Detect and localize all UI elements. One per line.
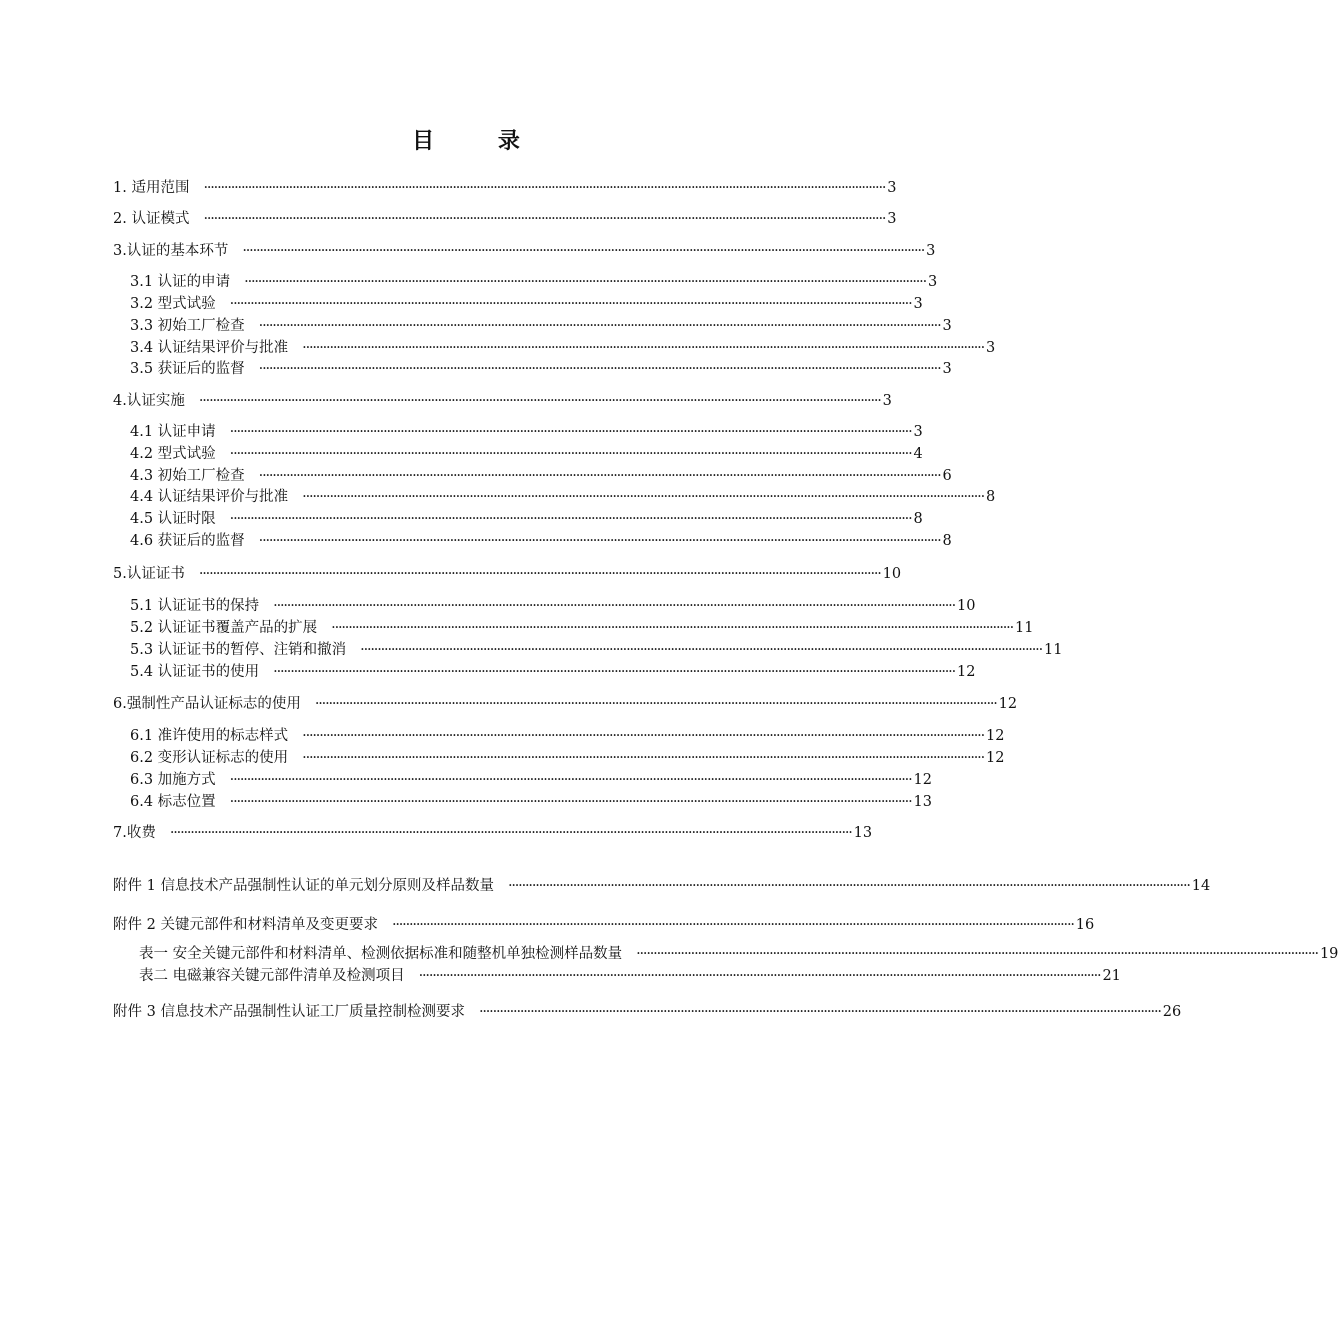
toc-entry-page: 3 <box>887 211 897 227</box>
toc-entry-label: 表二 电磁兼容关键元部件清单及检测项目 <box>139 968 405 984</box>
toc-entry[interactable] <box>130 359 952 379</box>
toc-entry-page: 6 <box>942 468 952 484</box>
leader-dots: ········································································································································································································ <box>478 1004 1161 1020</box>
toc-entry-label: 3.3 初始工厂检查 <box>130 318 245 334</box>
toc-entry[interactable] <box>130 272 938 292</box>
toc-entry[interactable] <box>113 391 892 411</box>
leader-dots: ········································································································································································································ <box>258 318 941 334</box>
toc-entry[interactable] <box>113 178 897 198</box>
toc-entry[interactable] <box>139 944 1338 964</box>
toc-entry[interactable] <box>130 792 932 812</box>
toc-entry[interactable] <box>130 487 996 507</box>
toc-entry-page: 4 <box>913 446 923 462</box>
leader-dots: ········································································································································································································ <box>258 361 941 377</box>
toc-entry-label: 附件 2 关键元部件和材料清单及变更要求 <box>113 917 378 933</box>
toc-entry-page: 13 <box>913 794 932 810</box>
toc-entry-page: 3 <box>942 361 952 377</box>
toc-entry-page: 3 <box>913 296 923 312</box>
leader-dots: ········································································································································································································ <box>229 794 912 810</box>
toc-entry-page: 13 <box>853 825 873 841</box>
toc-entry-label: 5.1 认证证书的保持 <box>130 598 260 614</box>
toc-entry[interactable] <box>139 966 1121 986</box>
toc-entry-page: 3 <box>882 393 892 409</box>
leader-dots: ········································································································································································································ <box>244 274 926 290</box>
toc-entry-label: 3.4 认证结果评价与批准 <box>130 340 289 356</box>
leader-dots: ········································································································································································································ <box>229 446 912 462</box>
toc-entry[interactable] <box>130 444 923 464</box>
leader-dots: ········································································································································································································ <box>302 340 984 356</box>
toc-entry-label: 4.3 初始工厂检查 <box>130 468 245 484</box>
toc-entry[interactable] <box>130 466 952 486</box>
toc-entry-page: 8 <box>942 533 952 549</box>
toc-entry[interactable] <box>113 241 936 261</box>
toc-entry-label: 4.1 认证申请 <box>130 424 216 440</box>
toc-entry-label: 4.6 获证后的监督 <box>130 533 245 549</box>
leader-dots: ········································································································································································································ <box>198 566 881 582</box>
leader-dots: ········································································································································································································ <box>229 424 912 440</box>
toc-entry[interactable] <box>130 294 923 314</box>
leader-dots: ········································································································································································································ <box>273 598 955 614</box>
toc-entry-label: 4.5 认证时限 <box>130 511 216 527</box>
toc-entry-page: 11 <box>1044 642 1063 658</box>
toc-entry-label: 5.4 认证证书的使用 <box>130 664 260 680</box>
toc-entry-page: 3 <box>926 243 936 259</box>
toc-entry-label: 5.2 认证证书覆盖产品的扩展 <box>130 620 318 636</box>
toc-entry-label: 6.4 标志位置 <box>130 794 216 810</box>
toc-entry-page: 12 <box>913 772 932 788</box>
leader-dots: ········································································································································································································ <box>391 917 1074 933</box>
toc-entry[interactable] <box>113 209 897 229</box>
toc-entry[interactable] <box>130 531 952 551</box>
toc-entry-label: 3.1 认证的申请 <box>130 274 231 290</box>
toc-entry-page: 10 <box>882 566 902 582</box>
toc-entry-label: 6.强制性产品认证标志的使用 <box>113 696 301 712</box>
toc-entry-label: 2. 认证模式 <box>113 211 190 227</box>
toc-entry-page: 3 <box>942 318 952 334</box>
leader-dots: ········································································································································································································ <box>360 642 1042 658</box>
toc-entry-page: 3 <box>928 274 938 290</box>
leader-dots: ········································································································································································································ <box>203 180 886 196</box>
leader-dots: ········································································································································································································ <box>198 393 881 409</box>
toc-entry[interactable] <box>130 726 1005 746</box>
toc-entry[interactable] <box>113 823 873 843</box>
toc-entry-label: 6.2 变形认证标志的使用 <box>130 750 289 766</box>
toc-entry-page: 12 <box>998 696 1018 712</box>
toc-entry-label: 6.3 加施方式 <box>130 772 216 788</box>
leader-dots: ········································································································································································································ <box>229 772 912 788</box>
toc-entry-page: 8 <box>913 511 923 527</box>
toc-entry-page: 3 <box>913 424 923 440</box>
toc-entry-label: 附件 1 信息技术产品强制性认证的单元划分原则及样品数量 <box>113 878 494 894</box>
toc-entry-page: 3 <box>986 340 996 356</box>
toc-entry-page: 8 <box>986 489 996 505</box>
leader-dots: ········································································································································································································ <box>258 533 941 549</box>
leader-dots: ········································································································································································································ <box>273 664 955 680</box>
toc-entry-label: 6.1 准许使用的标志样式 <box>130 728 289 744</box>
toc-entry[interactable] <box>130 662 976 682</box>
toc-entry[interactable] <box>130 422 923 442</box>
toc-entry-page: 11 <box>1015 620 1034 636</box>
leader-dots: ········································································································································································································ <box>302 728 984 744</box>
toc-entry-label: 4.4 认证结果评价与批准 <box>130 489 289 505</box>
toc-entry[interactable] <box>113 915 1095 935</box>
leader-dots: ········································································································································································································ <box>302 750 984 766</box>
toc-entry-label: 3.认证的基本环节 <box>113 243 229 259</box>
toc-entry[interactable] <box>113 694 1018 714</box>
toc-entry[interactable] <box>130 618 1034 638</box>
toc-entry[interactable] <box>130 640 1063 660</box>
toc-entry-page: 12 <box>986 750 1005 766</box>
toc-entry-page: 19 <box>1319 946 1338 962</box>
toc-entry[interactable] <box>130 596 976 616</box>
page-title: 目 录 <box>412 129 548 154</box>
toc-entry-label: 4.2 型式试验 <box>130 446 216 462</box>
leader-dots: ········································································································································································································ <box>314 696 997 712</box>
toc-entry-page: 12 <box>957 664 976 680</box>
leader-dots: ········································································································································································································ <box>229 511 912 527</box>
toc-entry-label: 3.5 获证后的监督 <box>130 361 245 377</box>
toc-entry-label: 附件 3 信息技术产品强制性认证工厂质量控制检测要求 <box>113 1004 465 1020</box>
leader-dots: ········································································································································································································ <box>418 968 1101 984</box>
toc-entry-label: 4.认证实施 <box>113 393 185 409</box>
leader-dots: ········································································································································································································ <box>302 489 984 505</box>
toc-entry-page: 14 <box>1191 878 1211 894</box>
toc-entry-label: 7.收费 <box>113 825 156 841</box>
leader-dots: ········································································································································································································ <box>507 878 1190 894</box>
leader-dots: ········································································································································································································ <box>203 211 886 227</box>
toc-entry-label: 1. 适用范围 <box>113 180 190 196</box>
leader-dots: ········································································································································································································ <box>242 243 925 259</box>
toc-entry-label: 3.2 型式试验 <box>130 296 216 312</box>
toc-entry-page: 26 <box>1162 1004 1182 1020</box>
leader-dots: ········································································································································································································ <box>258 468 941 484</box>
leader-dots: ········································································································································································································ <box>331 620 1013 636</box>
toc-entry[interactable] <box>113 1002 1182 1022</box>
toc-entry-label: 5.3 认证证书的暂停、注销和撤消 <box>130 642 347 658</box>
toc-entry[interactable] <box>113 876 1211 896</box>
toc-entry[interactable] <box>130 509 923 529</box>
toc-entry[interactable] <box>130 770 932 790</box>
toc-entry-page: 16 <box>1075 917 1095 933</box>
toc-entry-label: 5.认证证书 <box>113 566 185 582</box>
leader-dots: ········································································································································································································ <box>229 296 912 312</box>
toc-entry-page: 12 <box>986 728 1005 744</box>
toc-entry-page: 21 <box>1102 968 1121 984</box>
leader-dots: ········································································································································································································ <box>636 946 1318 962</box>
toc-entry[interactable] <box>130 748 1005 768</box>
toc-entry-page: 3 <box>887 180 897 196</box>
leader-dots: ········································································································································································································ <box>169 825 852 841</box>
toc-entry-page: 10 <box>957 598 976 614</box>
toc-entry[interactable] <box>130 338 996 358</box>
toc-entry-label: 表一 安全关键元部件和材料清单、检测依据标准和随整机单独检测样品数量 <box>139 946 623 962</box>
toc-entry[interactable] <box>113 564 902 584</box>
toc-entry[interactable] <box>130 316 952 336</box>
